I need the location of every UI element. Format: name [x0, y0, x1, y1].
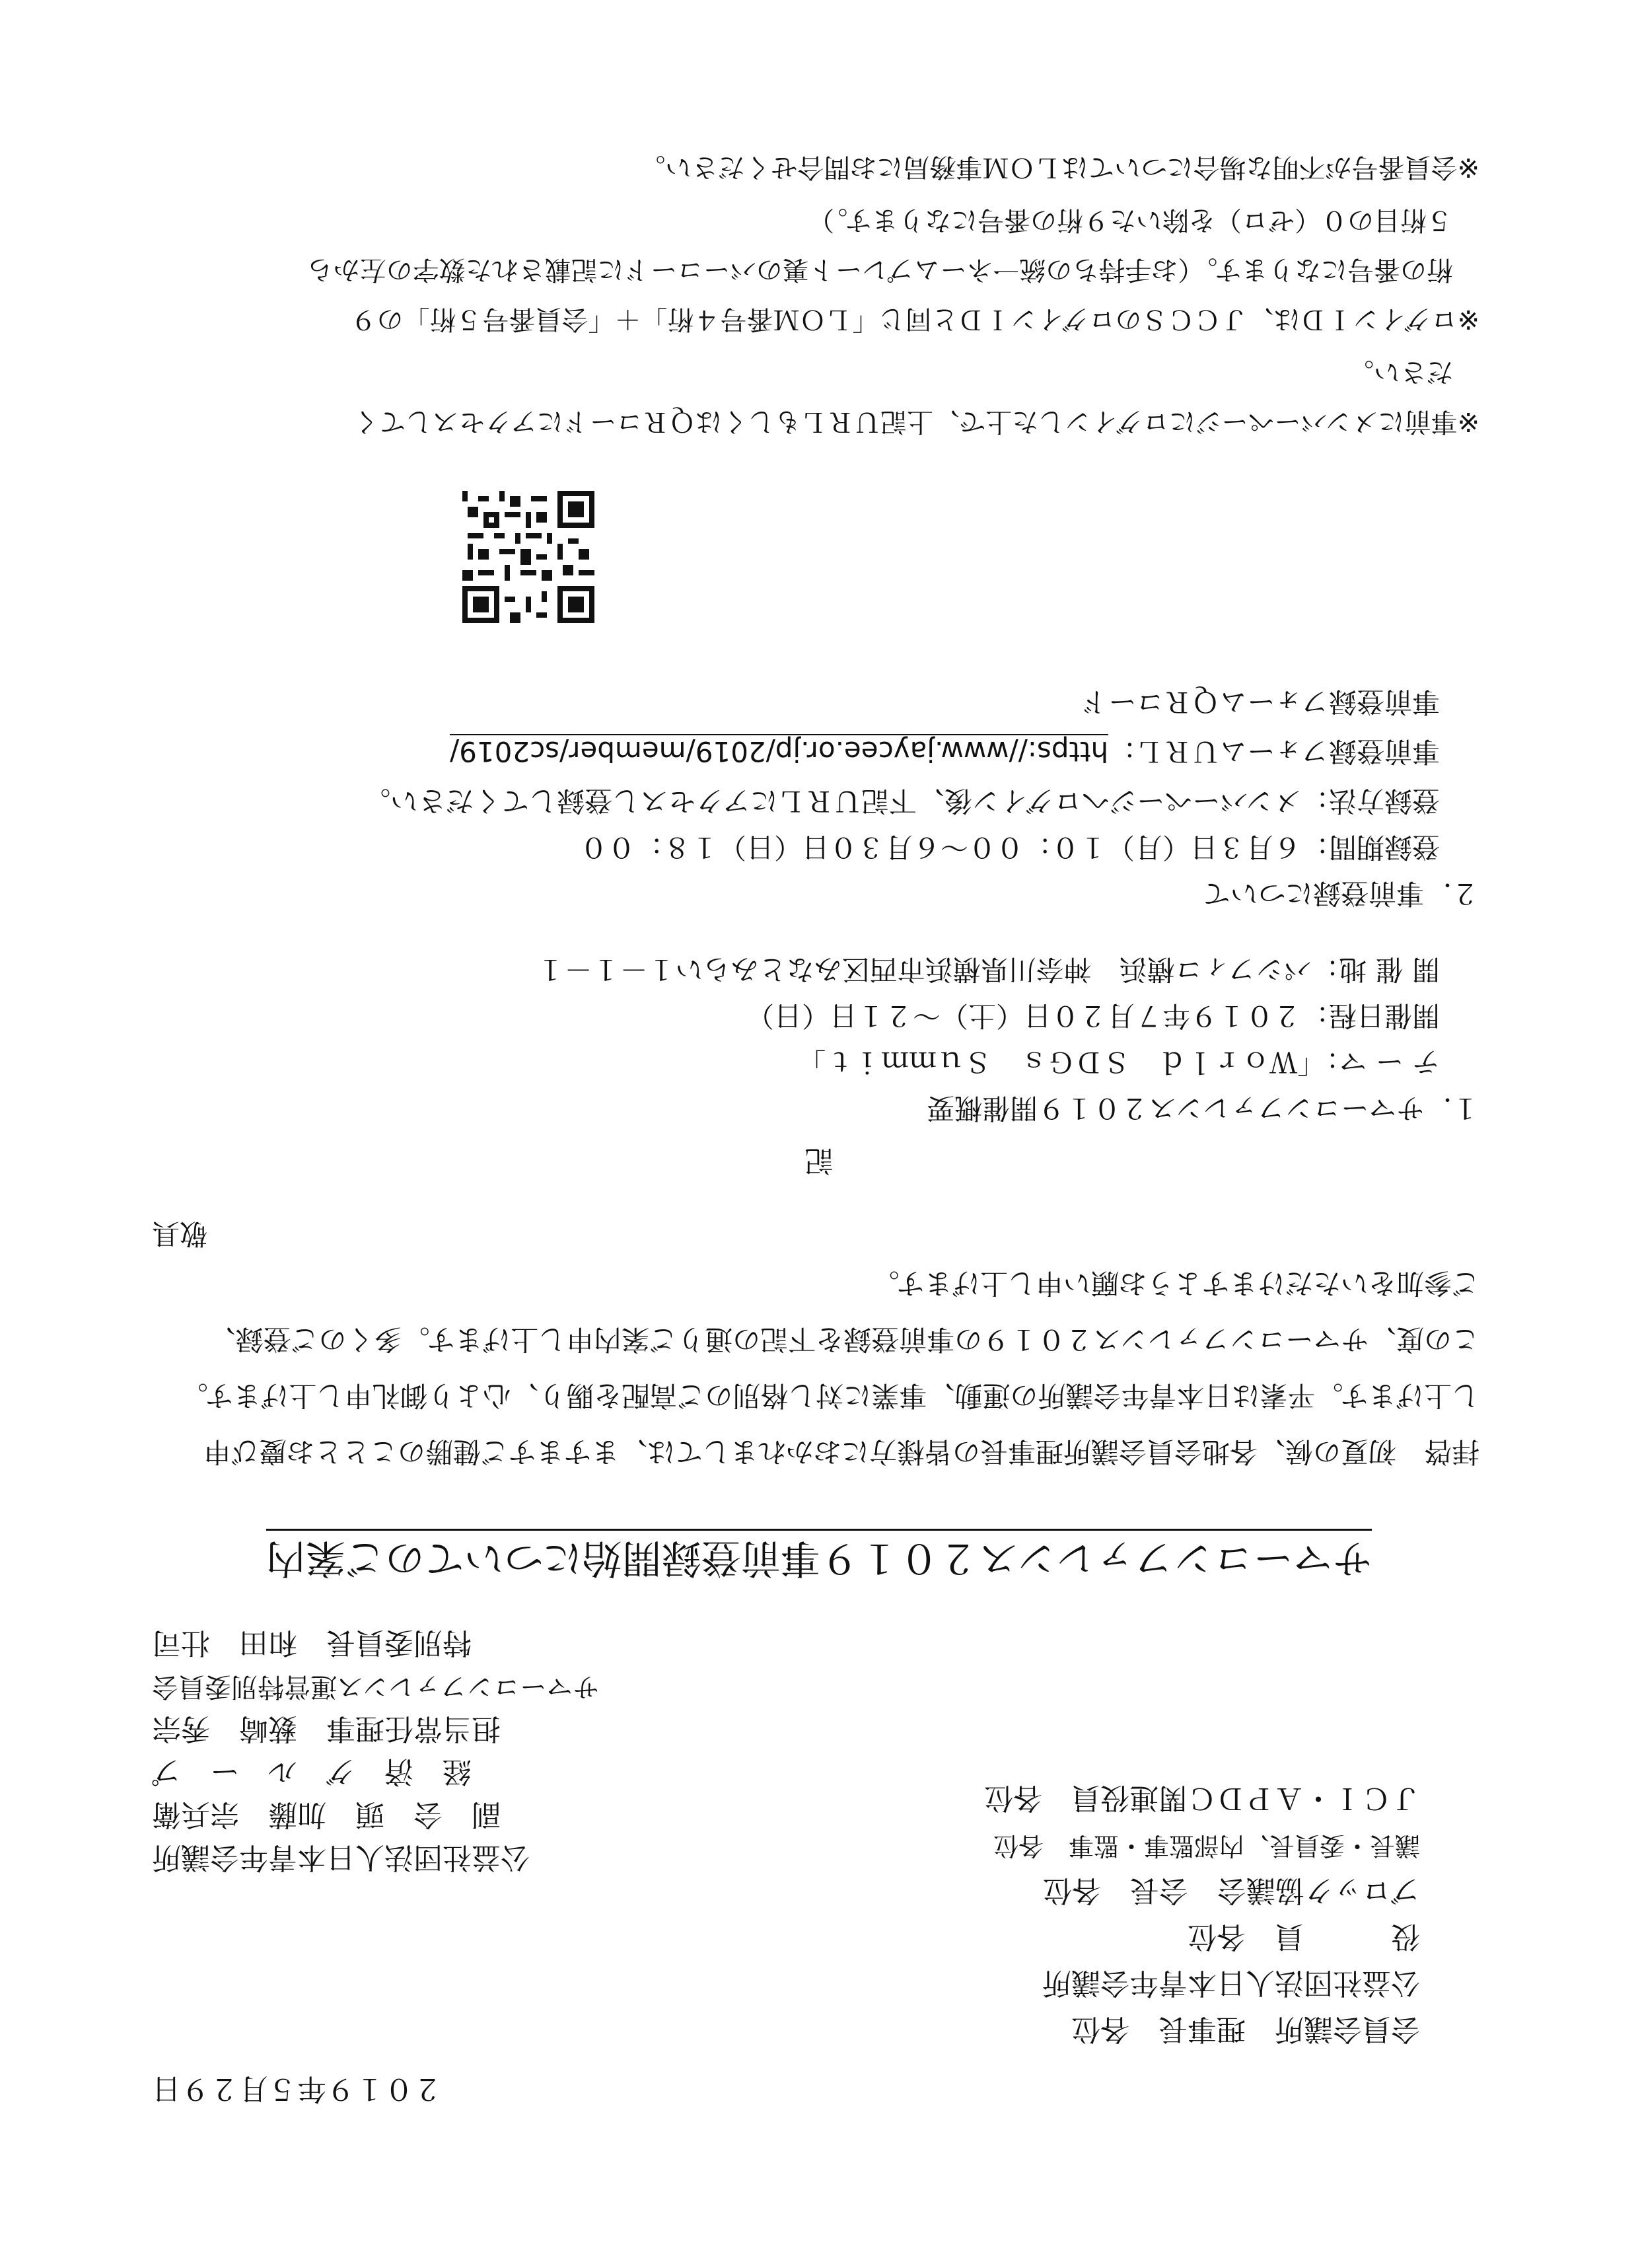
qr-label: 事前登録フォームＱＲコード [1081, 686, 1440, 718]
note-line: ※事前にメンバーページにログインした上で、上記ＵＲＬもしくはＱＲコードにアクセスしてく [353, 406, 1479, 437]
registration-url-label: 事前登録フォームＵＲＬ： [1108, 735, 1440, 768]
addressee-line: ブロック協議会 会長 各位 [1042, 1874, 1420, 1907]
sender-line: 担当常任理事 薮崎 秀宗 [152, 1712, 501, 1745]
addressee-line: 議長・委員長、内部監事・監事 各位 [993, 1831, 1420, 1860]
greeting-line: ご参加をいただけますようお願い申し上げます。 [871, 1267, 1479, 1299]
event-dates: 開催日程：２０１９年７月２０日（土）～２１日（日） [746, 1000, 1440, 1032]
note-line: ※会員番号が不明な場合についてはＬＯＭ事務局にお問合せください。 [639, 152, 1479, 182]
greeting-line: 拝啓 初夏の候、各地会員会議所理事長の皆様方におかれましては、ますますご健勝のこととお慶び申 [203, 1436, 1479, 1468]
document-title-text: サマーコンファレンス２０１９事前登録開始についてのご案内 [266, 1529, 1372, 1581]
registration-url-link[interactable]: https://www.jaycee.or.jp/2019/member/sc2019/ [450, 735, 1109, 768]
sender-line: 経 済 グ ル ー プ [152, 1755, 472, 1788]
event-venue: 開 催 地：パシフィコ横浜 神奈川県横浜市西区みなとみらい１－１－１ [536, 953, 1440, 986]
registration-qr-code[interactable] [462, 491, 594, 623]
note-line: ださい。 [1347, 357, 1479, 387]
issue-date: ２０１９年５月２９日 [152, 2072, 443, 2105]
sender-line: 特別委員長 和田 壮司 [152, 1626, 472, 1660]
greeting-line: この度、サマーコンファレンス２０１９の事前登録を下記の通りご案内申し上げます。多くのご登録、 [207, 1323, 1479, 1356]
note-line: ５桁目の０（ゼロ）を除いた９桁の番号になります。） [808, 205, 1479, 235]
addressee-line: 会員会議所 理事長 各位 [1071, 2012, 1420, 2046]
event-theme: テ ー マ：「Ｗｏｒｌｄ ＳＤＧｓ Ｓｕｍｍｉｔ」 [798, 1046, 1440, 1078]
greeting-line: し上げます。平素は日本青年会議所の運動、事業に対し格別のご高配を賜り、心より御礼申し上げます。 [180, 1379, 1479, 1412]
sender-line: 副 会 頭 加藤 宗兵衛 [152, 1798, 501, 1831]
registration-method: 登録方法：メンバーページへログイン後、下記ＵＲＬにアクセスし登録してください。 [363, 785, 1440, 817]
addressee-line: ＪＣＩ・ＡＰＤＣ関連役員 各位 [984, 1781, 1420, 1815]
addressee-line: 役 員 各位 [1188, 1920, 1420, 1954]
registration-period: 登録期間：６月３日（月）１０：００～６月３０日（日）１８：００ [579, 831, 1440, 863]
sender-line: 公益社団法人日本青年会議所 [152, 1841, 530, 1874]
section1-heading: １．サマーコンファレンス２０１９開催概要 [927, 1092, 1479, 1124]
addressee-line: 公益社団法人日本青年会議所 [1042, 1966, 1420, 2000]
sender-line: サマーコンファレンス運営特別委員会 [152, 1671, 599, 1702]
section2-heading: ２．事前登録について [1202, 877, 1479, 910]
note-line: 桁の番号になります。（お手持ちの統一ネームプレート裏のバーコードに記載された数字の左から [306, 254, 1479, 285]
closing-keigu: 敬具 [152, 1218, 208, 1250]
ki-heading: 記 [804, 1144, 834, 1177]
registration-url-line [450, 735, 1440, 768]
document-title [0, 1535, 1638, 1581]
note-line: ※ログインＩＤは、ＪＣＣＳのログインＩＤと同じ「ＬＯＭ番号４桁」＋「会員番号５桁」の９ [350, 304, 1479, 334]
